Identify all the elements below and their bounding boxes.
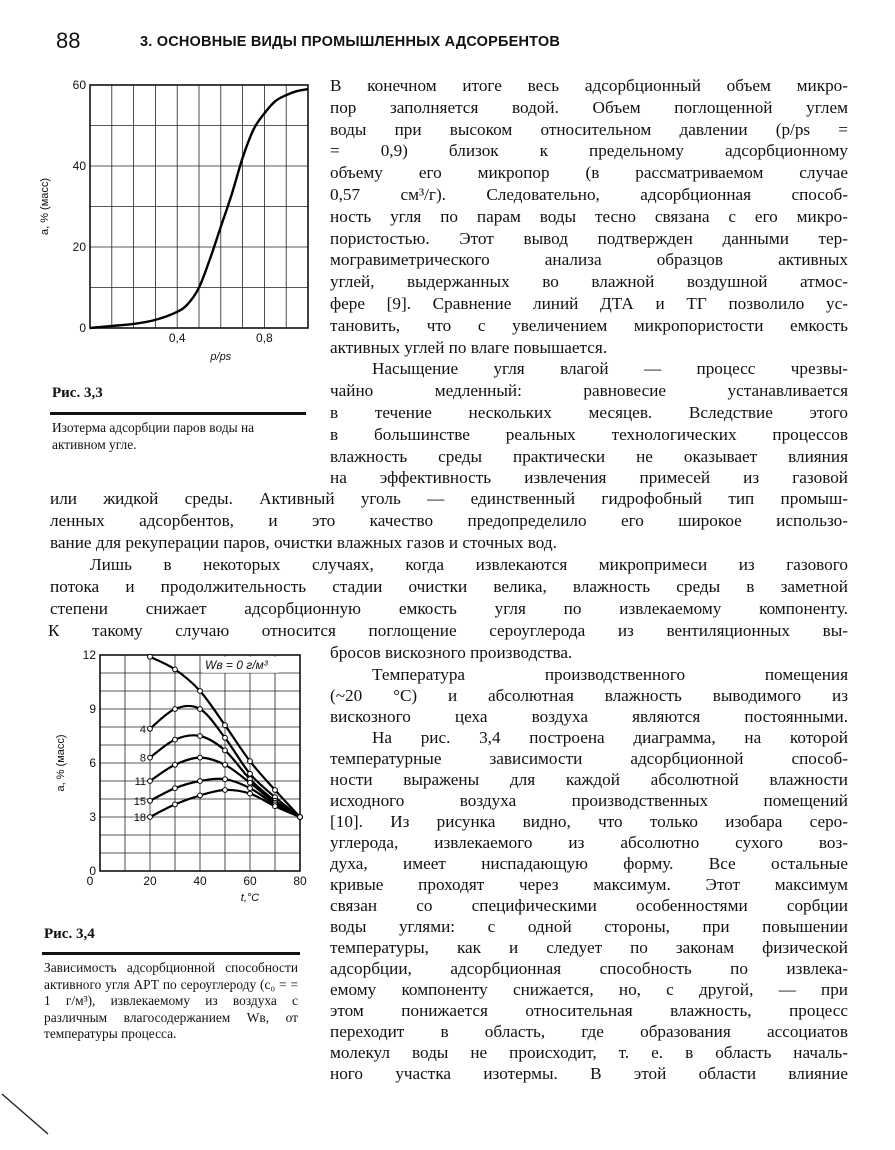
body-line: ность угля по парам воды тесно связана с его микро- [330, 206, 848, 226]
body-line: в большинстве реальных технологических процессов [330, 424, 848, 444]
y-tick-label: 40 [72, 159, 86, 173]
body-line: ного участка изотермы. В этой области влияние [330, 1064, 848, 1083]
body-line: чайно медленный: равновесие устанавливается [330, 381, 848, 401]
body-line: температуры, как и следует по законам физической [330, 938, 848, 957]
figure-3-3-caption-text: Изотерма адсорбции паров воды на активном угле. [52, 420, 255, 452]
figure-3-3-label: Рис. 3,3 [52, 385, 103, 401]
y-tick-label: 3 [89, 810, 96, 824]
y-tick-label: 6 [89, 756, 96, 770]
adsorption-isotherm-chart [30, 75, 320, 375]
body-line: степени снижает адсорбционную емкость угля по извлекаемому компоненту. [50, 599, 848, 618]
data-point [198, 793, 203, 798]
data-point [173, 667, 178, 672]
body-line: духа, имеет ниспадающую форму. Все остальные [330, 854, 848, 873]
data-point [298, 815, 303, 820]
data-point [273, 788, 278, 793]
data-point [248, 759, 253, 764]
data-point [173, 802, 178, 807]
data-point [148, 755, 153, 760]
figure-3-3-rule [50, 412, 306, 415]
figure-3-3-chart [30, 75, 320, 375]
data-point [223, 788, 228, 793]
body-line: На рис. 3,4 построена диаграмма, на которой [372, 728, 848, 747]
x-tick-label: 40 [193, 874, 207, 888]
y-axis-label: a, % (масс) [55, 734, 67, 792]
curve-label: 15 [133, 795, 146, 808]
body-line: Насыщение угля влагой — процесс чрезвы- [372, 359, 848, 379]
x-tick-label: 0,4 [168, 331, 186, 345]
y-tick-label: 60 [72, 78, 86, 92]
body-line: воды углями: с одной стороны, при повышении [330, 917, 848, 936]
x-tick-label: 60 [243, 874, 257, 888]
x-tick-label: 0 [86, 874, 94, 888]
data-point [198, 689, 203, 694]
body-line: ности выражены для каждой абсолютной влажности [330, 770, 848, 789]
data-point [148, 779, 153, 784]
figure-3-4-caption [44, 960, 298, 1043]
body-line: К такому случаю относится поглощение сероуглерода из вентиляционных вы- [48, 621, 848, 640]
body-line: температурные зависимости адсорбционной способ- [330, 749, 848, 768]
body-line: этом понижается относительная влажность, процесс [330, 1001, 848, 1020]
data-point [273, 804, 278, 809]
figure-3-4-label: Рис. 3,4 [44, 926, 95, 942]
body-line: Лишь в некоторых случаях, когда извлекаются микропримеси из газового [90, 555, 848, 574]
data-point [148, 798, 153, 803]
body-line: 0,57 см³/г). Следовательно, адсорбционная способ- [330, 185, 848, 204]
body-line: активных углей по влаге повышается. [330, 337, 608, 357]
y-tick-label: 9 [89, 702, 96, 716]
body-line: ленных адсорбентов, и это качество предопределило его широкое использо- [50, 511, 848, 530]
data-point [198, 707, 203, 712]
curve-label: 11 [134, 776, 146, 788]
body-line: = 0,9) близок к предельному адсорбционному [330, 141, 848, 161]
data-point [198, 755, 203, 760]
data-point [148, 654, 153, 659]
x-tick-label: 80 [293, 874, 307, 888]
data-point [198, 734, 203, 739]
data-point [173, 737, 178, 742]
body-line: или жидкой среды. Активный уголь — единственный гидрофобный тип промыш- [50, 489, 848, 508]
body-line: фере [9]. Сравнение линий ДТА и ТГ позволило ус- [330, 294, 848, 313]
data-point [173, 786, 178, 791]
body-line: [10]. Из рисунка видно, что только изобара серо- [330, 812, 848, 831]
annotation-label: Wв = 0 г/м³ [205, 657, 268, 672]
curve-label: 8 [139, 752, 146, 765]
x-tick-label: 20 [143, 874, 157, 888]
data-point [248, 786, 253, 791]
body-line: пор заполняется водой. Объем поглощенной углем [330, 97, 848, 117]
body-line: связан со специфическими особенностями сорбции [330, 896, 848, 915]
data-point [248, 791, 253, 796]
data-point [198, 779, 203, 784]
body-line: кривые проходят через максимум. Этот максимум [330, 875, 848, 894]
chapter-title: 3. ОСНОВНЫЕ ВИДЫ ПРОМЫШЛЕННЫХ АДСОРБЕНТОВ [140, 34, 561, 50]
body-line: переходит в область, где образования ассоциатов [330, 1022, 848, 1041]
body-line: могравиметрического анализа образцов активных [330, 250, 848, 270]
y-tick-label: 20 [72, 240, 86, 254]
body-line: объему его микропор (в рассматриваемом случае [330, 163, 848, 183]
x-axis-label: p/ps [210, 351, 232, 363]
figure-3-4-chart [50, 645, 320, 910]
body-line: влажность среды практически не оказывает влияния [330, 446, 848, 466]
figure-3-3-caption [52, 420, 304, 453]
data-point [248, 780, 253, 785]
curve-label: 4 [139, 723, 146, 736]
y-tick-label: 0 [89, 864, 96, 878]
data-point [223, 735, 228, 740]
pen-mark [0, 1092, 60, 1142]
data-point [223, 777, 228, 782]
x-axis-label: t,°C [240, 892, 260, 904]
y-axis-label: a, % (масс) [39, 177, 51, 236]
figure-3-4-rule [42, 952, 300, 955]
data-point [173, 762, 178, 767]
y-tick-label: 0 [79, 321, 86, 335]
body-line: адсорбции, адсорбционная способность по извлека- [330, 959, 848, 978]
body-line: емому компоненту снижается, но, с другой, — при [330, 980, 848, 999]
data-point [148, 815, 153, 820]
body-line: исходного воздуха производственных помещений [330, 791, 848, 810]
data-point [223, 748, 228, 753]
data-point [248, 771, 253, 776]
data-point [148, 726, 153, 731]
body-line: углей, выдержанных во влажной воздушной атмос- [330, 272, 848, 292]
body-line: молекул воды не происходит, т. е. в область началь- [330, 1043, 848, 1062]
body-line: в течение нескольких месяцев. Вследствие этого [330, 403, 848, 422]
figure-3-4-caption-text: Зависимость адсорбционной способности активного угля АРТ по сероуглероду (c₀ = = 1 г/м³), извлекаемому из воздуха с различным влагосодержанием Wв, от температуры процесса. [44, 960, 298, 1041]
body-line: вание для рекуперации паров, очистки влажных газов и сточных вод. [50, 533, 557, 552]
temperature-dependence-chart [50, 645, 320, 910]
data-point [223, 762, 228, 767]
y-tick-label: 12 [82, 648, 96, 662]
page-number: 88 [56, 28, 81, 53]
body-line: (~20 °C) и абсолютная влажность выводимого из [330, 686, 848, 705]
body-line: на эффективность извлечения примесей из газовой [330, 468, 848, 488]
body-line: потока и продолжительность стадии очистки велика, влажность среды в заметной [50, 577, 848, 596]
data-point [173, 707, 178, 712]
body-line: пористостью. Этот вывод подтвержден данными тер- [330, 228, 848, 248]
body-line: В конечном итоге весь адсорбционный объем микро- [330, 76, 848, 95]
body-line: углерода, извлекаемого из абсолютно сухого воз- [330, 833, 848, 852]
body-line: тановить, что с увеличением микропористости емкость [330, 315, 848, 335]
x-tick-label: 0,8 [256, 331, 273, 345]
body-line: Температура производственного помещения [372, 665, 848, 684]
body-line: бросов вискозного производства. [330, 643, 573, 662]
data-point [223, 723, 228, 728]
body-line: воды при высоком относительном давлении (p/ps = [330, 119, 848, 139]
body-line: вискозного цеха воздуха являются постоянными. [330, 707, 848, 726]
curve-label: 18 [133, 812, 146, 824]
